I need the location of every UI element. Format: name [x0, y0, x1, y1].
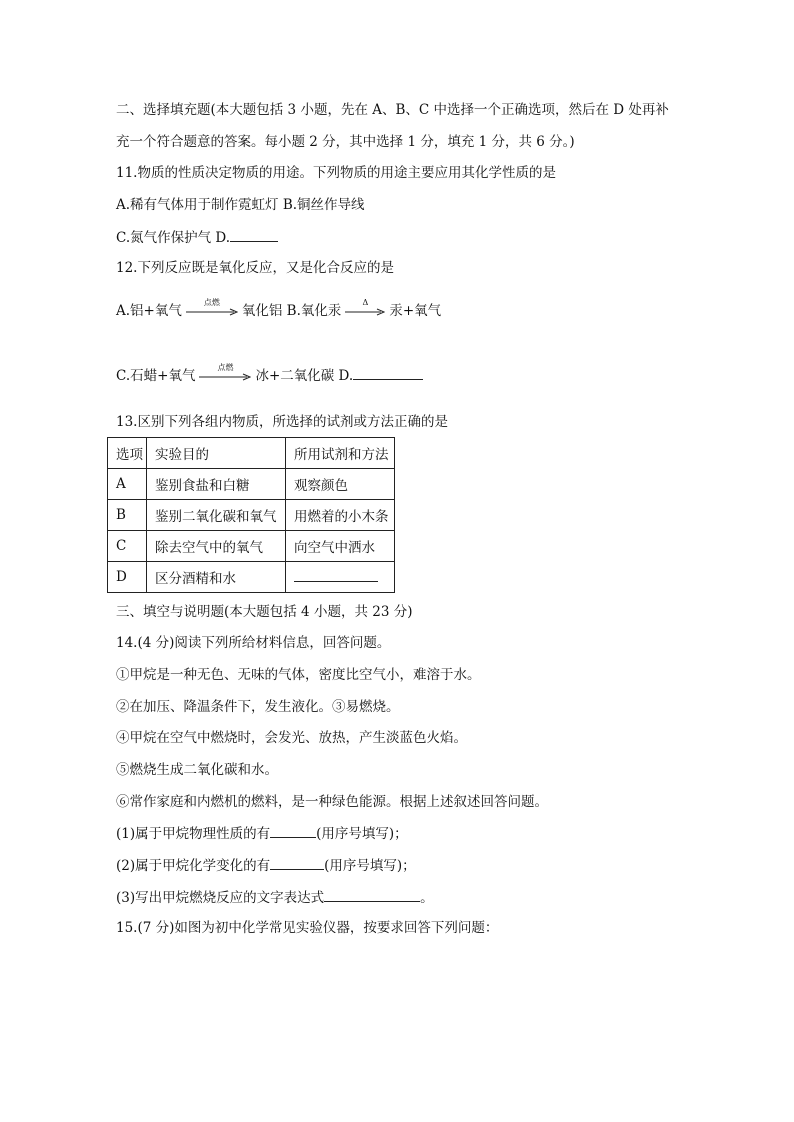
table-cell: D — [108, 562, 147, 593]
q11-options-ab: A.稀有气体用于制作霓虹灯 B.铜丝作导线 — [116, 197, 365, 213]
table-cell: 观察颜色 — [286, 469, 395, 500]
q14-sub3-suffix: 。 — [420, 890, 434, 906]
table-header-row — [108, 438, 395, 469]
section2-header-line1: 二、选择填充题(本大题包括 3 小题，先在 A、B、C 中选择一个正确选项，然后在 D 处再补 — [116, 102, 669, 118]
q11-options-cd — [116, 228, 278, 247]
q11-stem: 11.物质的性质决定物质的用途。下列物质的用途主要应用其化学性质的是 — [116, 165, 556, 181]
q14-sub2-suffix: (用序号填写)； — [324, 858, 416, 874]
q14-sub3-blank[interactable] — [324, 888, 420, 902]
q14-sub2-text: (2)属于甲烷化学变化的有 — [116, 858, 271, 874]
q15-stem: 15.(7 分)如图为初中化学常见实验仪器，按要求回答下列问题： — [116, 920, 499, 936]
q14-item-5: ⑥常作家庭和内燃机的燃料，是一种绿色能源。根据上述叙述回答问题。 — [116, 794, 548, 810]
q14-sub3-text: (3)写出甲烷燃烧反应的文字表达式 — [116, 890, 325, 906]
table-header-cell: 选项 — [108, 438, 147, 469]
table-cell: 鉴别二氧化碳和氧气 — [147, 500, 286, 531]
table-header-cell: 所用试剂和方法 — [286, 438, 395, 469]
table-cell: 除去空气中的氧气 — [147, 531, 286, 562]
q14-sub1-blank[interactable] — [270, 824, 316, 838]
table-cell: 用燃着的小木条 — [286, 500, 395, 531]
table-row — [108, 531, 395, 562]
section2-header-line2: 充一个符合题意的答案。每小题 2 分，其中选择 1 分，填充 1 分，共 6 分。) — [116, 134, 575, 150]
reaction-condition-b: Δ — [362, 297, 369, 307]
q12-options-cd — [116, 362, 423, 385]
q11-answer-blank[interactable] — [230, 228, 278, 242]
table-row — [108, 500, 395, 531]
section3-header: 三、填空与说明题(本大题包括 4 小题，共 23 分) — [116, 604, 413, 620]
table-cell: A — [108, 469, 147, 500]
q14-item-2: ②在加压、降温条件下，发生液化。③易燃烧。 — [116, 699, 400, 715]
reaction-arrow-c — [199, 362, 251, 381]
q11-options-cd-text: C.氮气作保护气 D. — [116, 230, 231, 246]
table-cell: C — [108, 531, 147, 562]
q12-c-reactants: C.石蜡+氧气 — [116, 368, 196, 384]
table-cell: 区分酒精和水 — [147, 562, 286, 593]
table-row — [108, 562, 395, 593]
reaction-arrow-a — [186, 297, 238, 316]
table-cell-answer[interactable] — [286, 562, 395, 593]
q14-item-4: ⑤燃烧生成二氧化碳和水。 — [116, 762, 278, 778]
q14-sub1-text: (1)属于甲烷物理性质的有 — [116, 826, 271, 842]
table-row — [108, 469, 395, 500]
q14-sub2-blank[interactable] — [270, 856, 324, 870]
q14-item-1: ①甲烷是一种无色、无味的气体，密度比空气小，难溶于水。 — [116, 667, 481, 683]
q14-sub-2 — [116, 856, 416, 875]
q12-b-products: 汞+氧气 — [389, 303, 442, 319]
q12-a-product-b-reactant: 氧化铝 B.氧化汞 — [241, 303, 342, 319]
q12-c-products: 冰+二氧化碳 D. — [255, 368, 354, 384]
table-header-cell: 实验目的 — [147, 438, 286, 469]
q14-sub-1 — [116, 824, 408, 843]
q14-item-3: ④甲烷在空气中燃烧时，会发光、放热，产生淡蓝色火焰。 — [116, 730, 467, 746]
q13-answer-blank[interactable] — [294, 568, 378, 582]
q13-stem: 13.区别下列各组内物质，所选择的试剂或方法正确的是 — [116, 414, 448, 430]
table-cell: B — [108, 500, 147, 531]
q14-sub1-suffix: (用序号填写)； — [316, 826, 408, 842]
table-cell: 向空气中洒水 — [286, 531, 395, 562]
reaction-condition-c: 点燃 — [217, 362, 234, 372]
q13-table — [107, 437, 395, 593]
q14-sub-3 — [116, 888, 434, 907]
reaction-arrow-b — [345, 297, 385, 316]
q14-stem: 14.(4 分)阅读下列所给材料信息，回答问题。 — [116, 635, 391, 651]
q12-options-ab — [116, 297, 442, 320]
q12-a-reactants: A.铝+氧气 — [116, 303, 182, 319]
table-cell: 鉴别食盐和白糖 — [147, 469, 286, 500]
q12-answer-blank[interactable] — [353, 366, 423, 380]
reaction-condition-a: 点燃 — [203, 297, 220, 307]
q12-stem: 12.下列反应既是氧化反应，又是化合反应的是 — [116, 260, 394, 276]
